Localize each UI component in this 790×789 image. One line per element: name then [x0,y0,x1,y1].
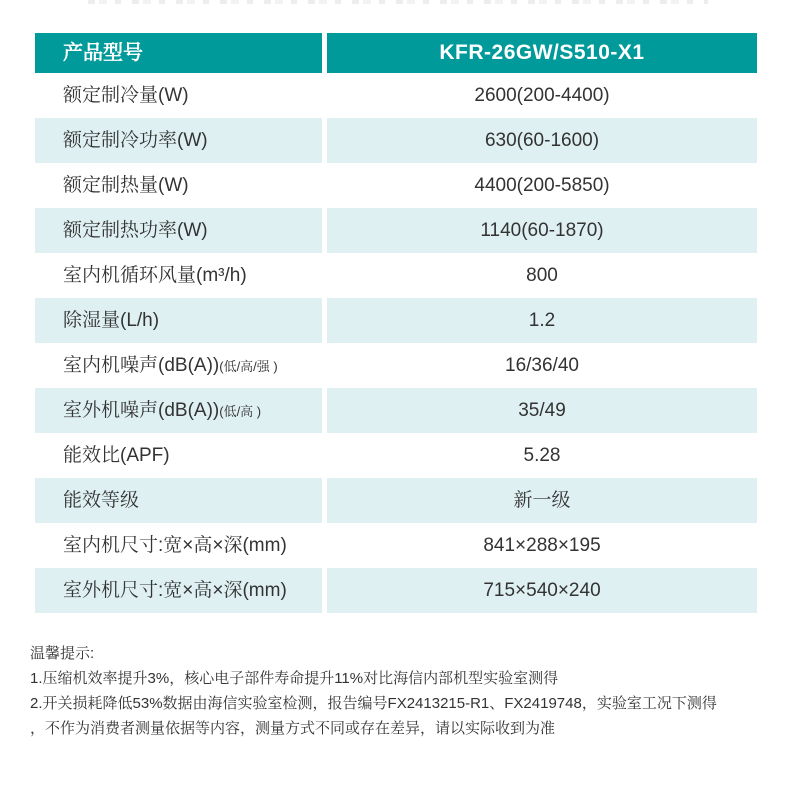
header-label-model: 产品型号 [35,33,322,73]
table-row [35,298,757,343]
row-label: 额定制热量(W) [63,175,189,196]
table-row [35,73,757,118]
row-label-suffix: (低/高/强 ) [219,359,278,374]
row-label: 室外机噪声(dB(A)) [63,400,220,421]
row-value: 5.28 [523,445,561,466]
note-line: 1.压缩机效率提升3%，核心电子部件寿命提升11%对比海信内部机型实验室测得 [30,670,559,687]
row-value: 16/36/40 [505,355,579,376]
note-line: 2.开关损耗降低53%数据由海信实验室检测，报告编号FX2413215-R1、FX2419748，实验室工况下测得 [30,695,717,712]
notes-section [30,641,770,741]
row-value: 715×540×240 [327,568,757,613]
table-row [35,118,757,163]
row-value: 2600(200-4400) [474,85,610,106]
row-value: 35/49 [327,388,757,433]
row-value: 800 [526,265,558,286]
row-value: 1.2 [327,298,757,343]
table-row [35,208,757,253]
table-row [35,253,757,298]
row-label: 额定制冷量(W) [63,85,189,106]
row-value: 新一级 [327,478,757,523]
row-value: 4400(200-5850) [474,175,610,196]
cutoff-text-remnant [88,0,708,4]
row-label: 额定制冷功率(W) [63,130,208,151]
table-row [35,388,757,433]
row-label: 室外机尺寸:宽×高×深(mm) [63,580,287,601]
spec-table [35,33,757,613]
row-label: 室内机尺寸:宽×高×深(mm) [63,535,287,556]
table-row [35,343,757,388]
header-model-number: KFR-26GW/S510-X1 [327,33,757,73]
row-label: 室内机噪声(dB(A)) [63,355,220,376]
table-row [35,433,757,478]
row-value: 841×288×195 [483,535,601,556]
spec-table-header-row [35,33,757,73]
row-value: 1140(60-1870) [327,208,757,253]
row-label: 能效比(APF) [63,445,170,466]
table-row [35,523,757,568]
row-label: 额定制热功率(W) [63,220,208,241]
row-value: 630(60-1600) [327,118,757,163]
table-row [35,478,757,523]
notes-title: 温馨提示: [30,645,95,662]
row-label: 除湿量(L/h) [63,310,160,331]
row-label: 能效等级 [63,490,140,511]
row-label: 室内机循环风量(m³/h) [63,265,247,286]
table-row [35,568,757,613]
row-label-suffix: (低/高 ) [219,404,262,419]
note-line: ，不作为消费者测量依据等内容，测量方式不同或存在差异，请以实际收到为准 [30,720,556,737]
table-row [35,163,757,208]
